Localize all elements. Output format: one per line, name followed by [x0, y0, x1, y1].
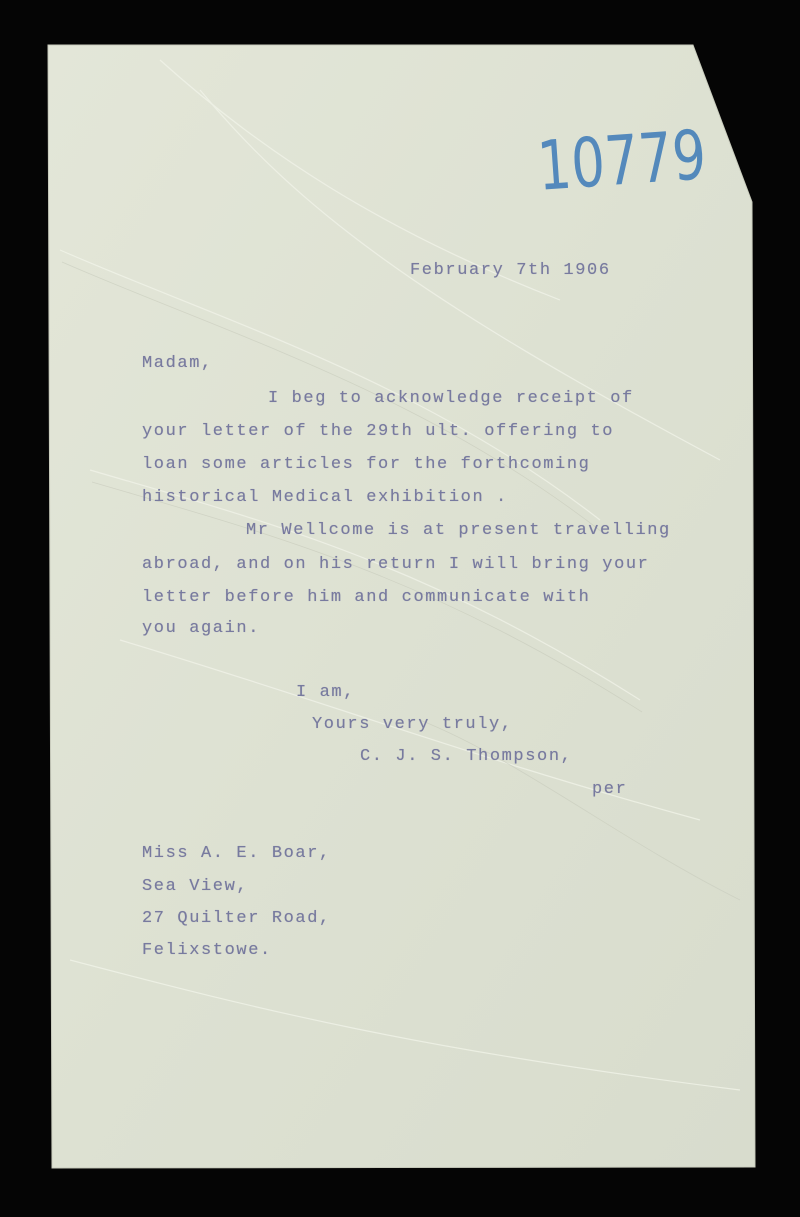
letter-body-line: loan some articles for the forthcoming: [142, 455, 591, 474]
letter-date: February 7th 1906: [410, 261, 611, 280]
letter-body-line: I beg to acknowledge receipt of: [268, 389, 634, 408]
letter-body-line: you again.: [142, 619, 261, 638]
pencil-archive-number: [534, 110, 709, 225]
letter-salutation: Madam,: [142, 354, 213, 373]
recipient-address-line: Miss A. E. Boar,: [142, 844, 331, 863]
letter-body-line: Mr Wellcome is at present travelling: [246, 521, 671, 540]
recipient-address-line: Felixstowe.: [142, 941, 272, 960]
letter-per: per: [592, 780, 628, 799]
letter-body-line: historical Medical exhibition .: [142, 488, 508, 507]
letter-closing: I am,: [296, 683, 356, 702]
recipient-address-line: Sea View,: [142, 877, 249, 896]
letter-signature: C. J. S. Thompson,: [360, 747, 573, 766]
letter-body-line: letter before him and communicate with: [142, 588, 591, 607]
letter-body-line: abroad, and on his return I will bring your: [142, 555, 650, 574]
recipient-address-line: 27 Quilter Road,: [142, 909, 331, 928]
letter-body-line: your letter of the 29th ult. offering to: [142, 422, 615, 441]
svg-text:10779: 10779: [534, 115, 709, 207]
letter-valediction: Yours very truly,: [312, 715, 513, 734]
